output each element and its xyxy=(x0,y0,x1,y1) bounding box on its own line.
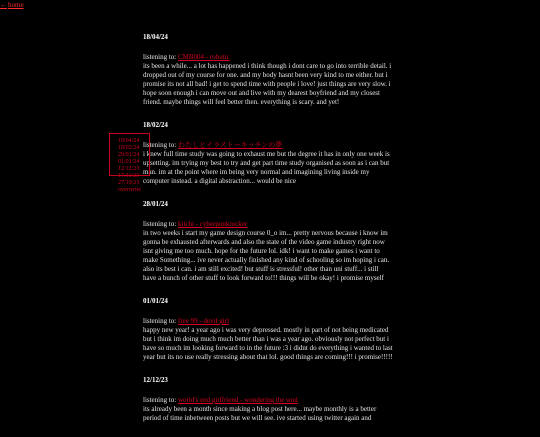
blog-post xyxy=(143,200,393,283)
post-index-link[interactable]: 18/02/24 xyxy=(118,145,140,151)
listening-line xyxy=(143,396,393,405)
song-link[interactable]: わたしとイラストーキッチンの夢 xyxy=(178,141,283,149)
back-home-label: home xyxy=(8,1,24,9)
post-date: 28/01/24 xyxy=(143,200,168,208)
song-link[interactable]: kitchi - cyberpunkrocker xyxy=(178,220,248,228)
blog-post xyxy=(143,33,393,107)
listening-line xyxy=(143,317,393,326)
listening-line xyxy=(143,53,393,62)
post-body: happy new year! a year ago i was very depressed. mostly in part of not being medicated but i think im doing much much better than i was a year ago. obviously not perfect but i have so much im looking forward to in the future :3 i didnt do everything i wanted to last year but its no use really stressing about that lol. good things are coming!!! i promise!!!!! xyxy=(143,326,393,361)
listening-label: listening to: xyxy=(143,220,177,228)
post-index-link[interactable]: 12/12/23 xyxy=(118,166,140,172)
post-date: 18/02/24 xyxy=(143,121,168,129)
post-index-link[interactable]: 29/01/24 xyxy=(118,152,140,158)
post-date: 01/01/24 xyxy=(143,297,168,305)
post-index-link[interactable]: 27/10/23 xyxy=(118,180,140,186)
listening-label: listening to: xyxy=(143,396,177,404)
blog-post xyxy=(143,297,393,362)
back-arrow-icon: ← xyxy=(0,1,7,9)
post-body: i knew full time study was going to exhaust me but the degree it has in only one week is upsetting. im trying my best to try and get part time study organised as soon as i can but man. im at the point where im being very normal and imagining living inside my computer instead. a digital abstraction... would be nice xyxy=(143,150,390,185)
song-link[interactable]: free 99 - devil girl xyxy=(178,317,229,325)
post-index-link[interactable]: 01/01/24 xyxy=(118,159,140,165)
post-body: its already been a month since making a blog post here... maybe monthly is a better period of time inbetween posts but we will see. ive started using twitter again and xyxy=(143,405,377,422)
song-link[interactable]: CMB004 - robotic xyxy=(178,53,230,61)
listening-line xyxy=(143,220,393,229)
post-index-link[interactable]: overwrite xyxy=(118,187,141,193)
post-index-box xyxy=(109,133,150,193)
listening-label: listening to: xyxy=(143,53,177,61)
blog-post xyxy=(143,376,393,423)
listening-line xyxy=(143,141,393,150)
song-link[interactable]: world's end girlfriend - wondering the soul xyxy=(178,396,298,404)
post-index-link[interactable]: 18/04/24 xyxy=(118,138,140,144)
post-body: its been a while... a lot has happened i think though i dont care to go into terrible detail. i dropped out of my course for one. and my body hasnt been very kind to me either. but i promise its not all bad! i get to spend time with people i love! just things are very slow. i hope soon enough i can move out and live with my dearest boyfriend and my closest friend. maybe things will feel better then. everything is scary. and yet! xyxy=(143,62,392,106)
blog-post xyxy=(143,121,393,186)
post-date: 12/12/23 xyxy=(143,376,168,384)
back-home-link[interactable] xyxy=(0,1,24,9)
listening-label: listening to: xyxy=(143,141,177,149)
listening-label: listening to: xyxy=(143,317,177,325)
post-body: in two weeks i start my game design course 0_o im... pretty nervous because i know im gonna be exhausted afterwards and also the state of the video game industry right now isnt giving me too much. hope for the future lol. idk! i want to make games i want to make Something... ive never actually finished any kind of schooling so im hoping i can. also its best i can. i am still excited! but stuff is stressful! other than uni stuff... i still have a bunch of other stuff to look forward to!!! things will be okay! i promise myself xyxy=(143,229,390,282)
post-date: 18/04/24 xyxy=(143,33,168,41)
blog-post-list xyxy=(143,33,393,437)
post-index-link[interactable]: 17/11/23 xyxy=(118,173,140,179)
